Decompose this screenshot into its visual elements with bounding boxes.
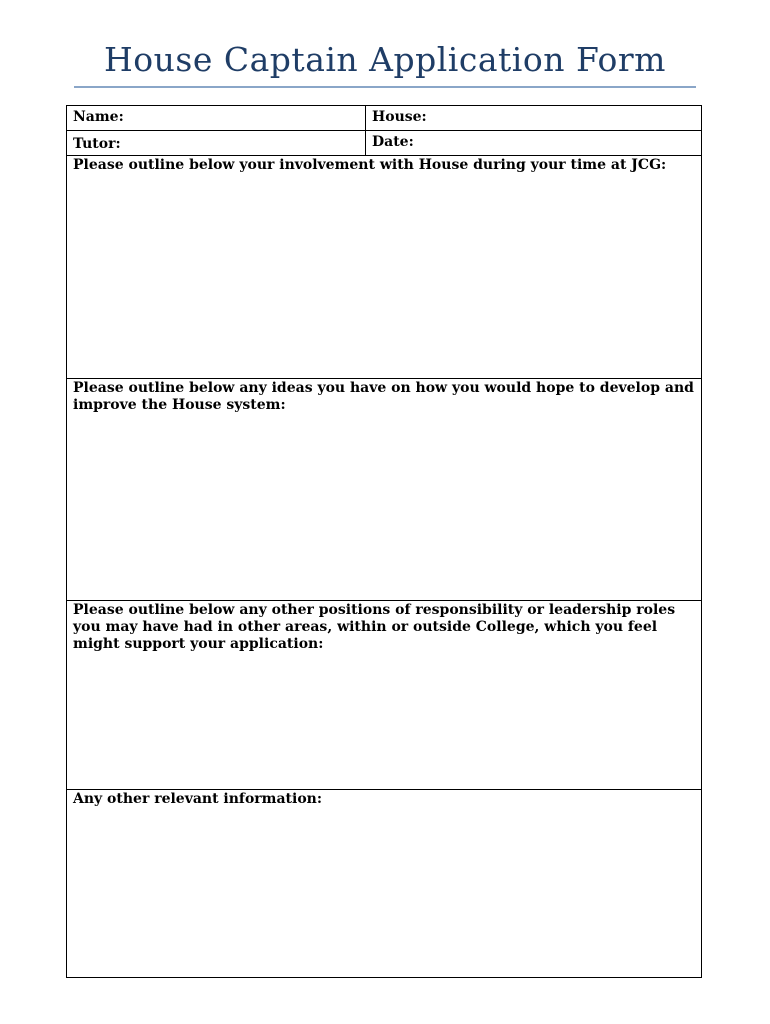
other-info-prompt: Any other relevant information:	[73, 791, 323, 807]
positions-section[interactable]	[66, 600, 702, 790]
name-field[interactable]	[66, 105, 366, 131]
form-title: House Captain Application Form	[104, 40, 666, 79]
date-label: Date:	[372, 134, 414, 150]
date-field[interactable]	[365, 130, 702, 156]
title-divider	[74, 86, 696, 88]
tutor-label: Tutor:	[73, 136, 121, 152]
involvement-section[interactable]	[66, 155, 702, 379]
house-field[interactable]	[365, 105, 702, 131]
ideas-prompt: Please outline below any ideas you have on how you would hope to develop and improve the House system:	[73, 380, 694, 413]
name-label: Name:	[73, 109, 124, 125]
tutor-field[interactable]	[66, 130, 366, 156]
positions-prompt: Please outline below any other positions of responsibility or leadership roles you may have had in other areas, within or outside College, which you feel might support your application:	[73, 602, 676, 652]
other-info-section[interactable]	[66, 789, 702, 978]
involvement-prompt: Please outline below your involvement with House during your time at JCG:	[73, 157, 667, 173]
house-label: House:	[372, 109, 427, 125]
ideas-section[interactable]	[66, 378, 702, 601]
